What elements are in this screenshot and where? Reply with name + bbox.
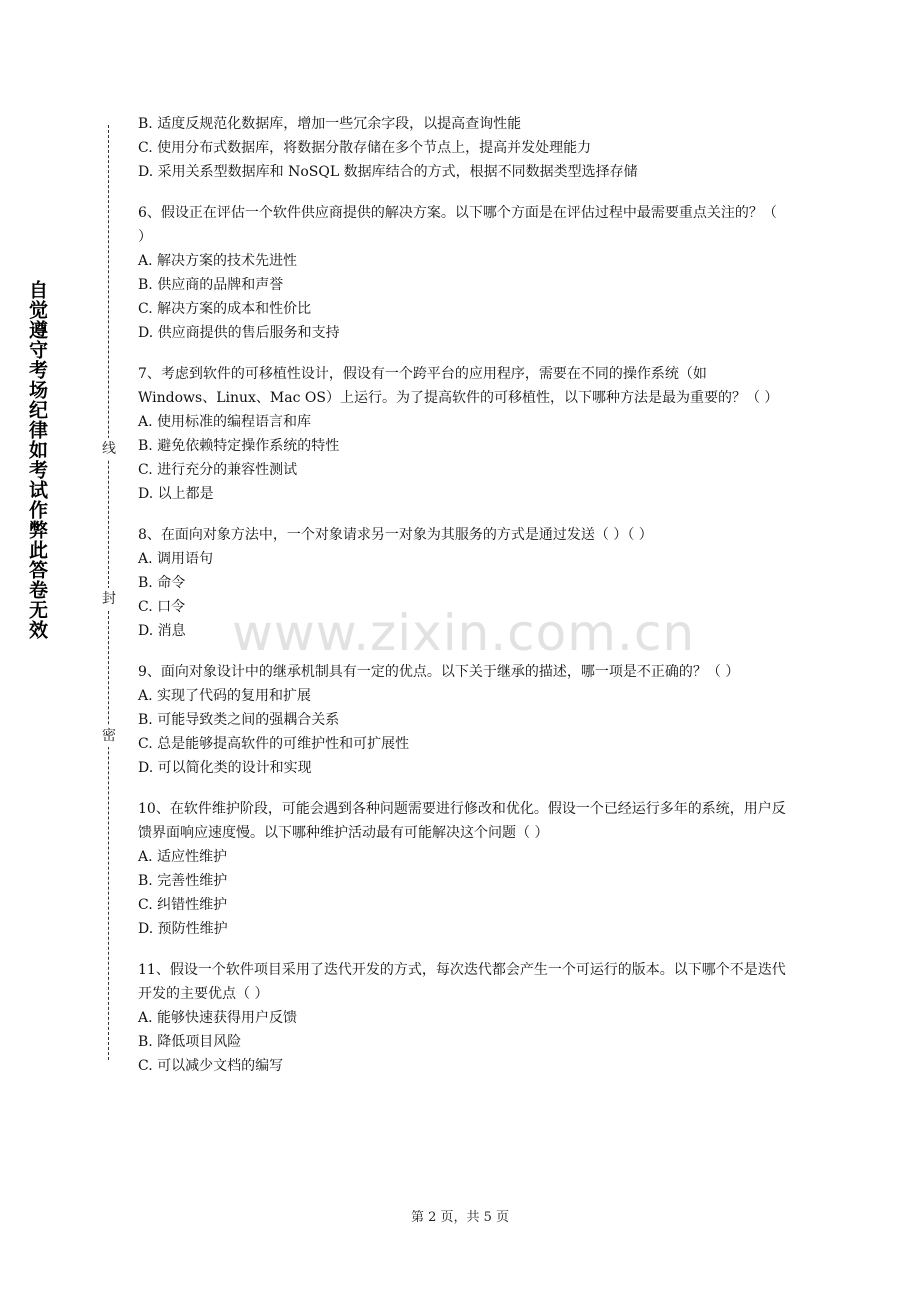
seal-label-secret: 密 — [99, 725, 119, 747]
option: C. 进行充分的兼容性测试 — [138, 462, 298, 478]
question-8 — [138, 523, 788, 643]
question-7 — [138, 362, 788, 506]
option: D. 以上都是 — [138, 486, 214, 502]
question-6 — [138, 201, 788, 345]
question-9 — [138, 660, 788, 780]
option: D. 可以简化类的设计和实现 — [138, 760, 312, 776]
option: B. 降低项目风险 — [138, 1034, 242, 1050]
option: C. 纠错性维护 — [138, 897, 228, 913]
question-stem: 8、在面向对象方法中，一个对象请求另一对象为其服务的方式是通过发送（ ）（ ） — [138, 527, 653, 543]
option: D. 预防性维护 — [138, 921, 228, 937]
exam-discipline-notice: 自觉遵守考场纪律如考试作弊此答卷无效 — [26, 280, 48, 640]
option: D. 采用关系型数据库和 NoSQL 数据库结合的方式，根据不同数据类型选择存储 — [138, 164, 638, 180]
option: C. 解决方案的成本和性价比 — [138, 301, 312, 317]
question-stem: 9、面向对象设计中的继承机制具有一定的优点。以下关于继承的描述，哪一项是不正确的？（ ） — [138, 664, 740, 680]
question-10 — [138, 797, 788, 941]
option: B. 命令 — [138, 575, 186, 591]
option: B. 完善性维护 — [138, 873, 228, 889]
page-footer: 第 2 页，共 5 页 — [410, 1210, 510, 1225]
watermark: www.zixin.com.cn — [232, 604, 696, 662]
option: D. 供应商提供的售后服务和支持 — [138, 325, 340, 341]
option: C. 可以减少文档的编写 — [138, 1058, 284, 1074]
option: A. 调用语句 — [138, 551, 214, 567]
option: A. 实现了代码的复用和扩展 — [138, 688, 312, 704]
option: A. 适应性维护 — [138, 849, 228, 865]
question-stem: 7、考虑到软件的可移植性设计，假设有一个跨平台的应用程序，需要在不同的操作系统（如 Windows、Linux、Mac OS）上运行。为了提高软件的可移植性，以下哪种方法是最为重要的？（ ） — [138, 366, 779, 406]
question-stem: 10、在软件维护阶段，可能会遇到各种问题需要进行修改和优化。假设一个已经运行多年的系统，用户反馈界面响应速度慢。以下哪种维护活动最有可能解决这个问题（ ） — [138, 801, 786, 841]
option: A. 使用标准的编程语言和库 — [138, 414, 312, 430]
option: B. 避免依赖特定操作系统的特性 — [138, 438, 340, 454]
option: C. 口令 — [138, 599, 186, 615]
option: B. 可能导致类之间的强耦合关系 — [138, 712, 340, 728]
option: D. 消息 — [138, 623, 186, 639]
seal-label-seal: 封 — [99, 588, 119, 610]
question-stem: 11、假设一个软件项目采用了迭代开发的方式，每次迭代都会产生一个可运行的版本。以下哪个不是迭代开发的主要优点（ ） — [138, 962, 786, 1002]
option: A. 能够快速获得用户反馈 — [138, 1010, 298, 1026]
question-5-continued — [138, 112, 788, 184]
option: C. 使用分布式数据库，将数据分散存储在多个节点上，提高并发处理能力 — [138, 140, 592, 156]
option: C. 总是能够提高软件的可维护性和可扩展性 — [138, 736, 410, 752]
question-list — [138, 112, 788, 1078]
option: B. 适度反规范化数据库，增加一些冗余字段，以提高查询性能 — [138, 116, 522, 132]
seal-label-line: 线 — [99, 438, 119, 460]
option: B. 供应商的品牌和声誉 — [138, 277, 284, 293]
question-11 — [138, 958, 788, 1078]
question-stem: 6、假设正在评估一个软件供应商提供的解决方案。以下哪个方面是在评估过程中最需要重点关注的？（ ） — [138, 205, 777, 245]
option: A. 解决方案的技术先进性 — [138, 253, 298, 269]
